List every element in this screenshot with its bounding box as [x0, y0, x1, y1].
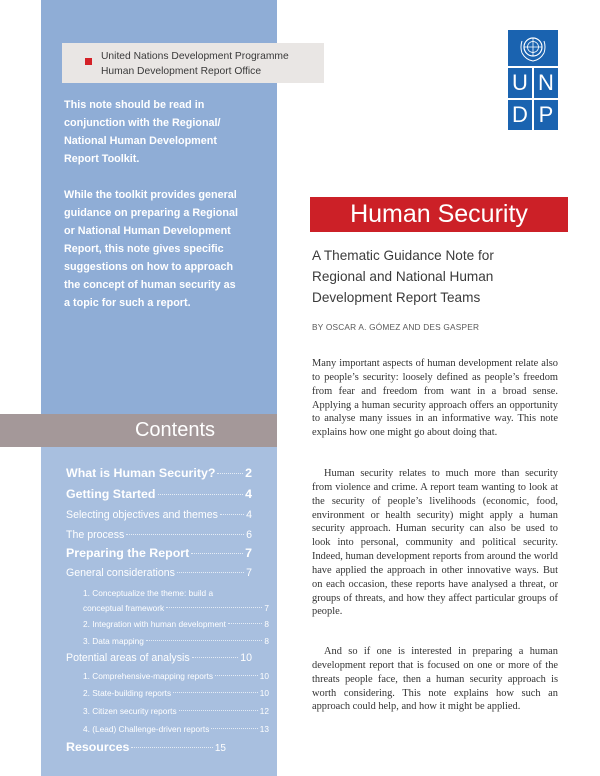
- toc-leader: [220, 514, 244, 515]
- note-line: conjunction with the Regional/: [64, 117, 221, 129]
- toc-page: 8: [264, 619, 269, 629]
- toc-page: 8: [264, 636, 269, 646]
- toc-page: 7: [246, 567, 252, 579]
- logo-letter-p: P: [534, 100, 558, 130]
- toc-label: 3. Citizen security reports: [83, 706, 177, 716]
- toc-page: 2: [245, 466, 252, 480]
- toc-item[interactable]: [66, 603, 269, 613]
- toc-leader: [177, 572, 244, 573]
- toc-item[interactable]: [66, 588, 269, 598]
- toc-label: 1. Comprehensive-mapping reports: [83, 671, 214, 681]
- note-line: National Human Development: [64, 135, 217, 147]
- org-office: Human Development Report Office: [101, 66, 262, 77]
- toc-label: 4. (Lead) Challenge-driven reports: [83, 724, 210, 734]
- toc-item[interactable]: [66, 740, 226, 754]
- paragraph-text: And so if one is interested in preparing a human development report that is focused on one or more of the threats people face, then a human security approach is worth considering. This note explains how such an approach could help, and how it might be applied.: [312, 646, 558, 713]
- toc-item[interactable]: [66, 529, 252, 541]
- toc-page: 10: [240, 652, 252, 664]
- toc-label: 1. Conceptualize the theme: build a: [83, 588, 214, 598]
- paragraph-text: Human security relates to much more than security from violence and crime. A report team wanting to look at the security of people’s livelihoods (economic, food, environment or health security) might apply a human security approach. Human security can also be used to look into personal, community and political security. Indeed, human development reports from around the world have applied the approach in other innovative ways. But on each occasion, these reports have analysed a threat, or groups of threats, and how they affect particular groups of people.: [312, 468, 558, 618]
- toc-leader: [173, 692, 258, 693]
- toc-item[interactable]: [66, 546, 252, 560]
- logo-letter-d: D: [508, 100, 532, 130]
- toc-leader: [126, 534, 244, 535]
- note-line: or National Human Development: [64, 225, 231, 237]
- toolkit-note: [64, 96, 264, 168]
- toc-leader: [191, 553, 243, 554]
- toc-label: What is Human Security?: [66, 466, 216, 480]
- toc-page: 7: [264, 603, 269, 613]
- toc-item[interactable]: [66, 466, 252, 480]
- toc-page: 4: [245, 487, 252, 501]
- note-line: the concept of human security as: [64, 279, 236, 291]
- toc-item[interactable]: [66, 688, 269, 698]
- toc-label: 3. Data mapping: [83, 636, 144, 646]
- toc-page: 4: [246, 509, 252, 521]
- logo-letter-u: U: [508, 68, 532, 98]
- document-title: Human Security: [310, 197, 568, 232]
- contents-heading: Contents: [134, 419, 216, 441]
- toc-item[interactable]: [66, 619, 269, 629]
- toc-label: Preparing the Report: [66, 546, 190, 560]
- toc-leader: [166, 607, 262, 608]
- toc-page: 15: [214, 743, 226, 754]
- toc-item[interactable]: [66, 567, 252, 579]
- toc-label: Potential areas of analysis: [66, 652, 190, 664]
- toc-item[interactable]: [66, 652, 252, 664]
- toc-leader: [217, 473, 243, 474]
- body-paragraph: [312, 645, 558, 714]
- toc-item[interactable]: [66, 724, 269, 734]
- toc-leader: [228, 623, 262, 624]
- note-line: guidance on preparing a Regional: [64, 207, 238, 219]
- toc-label: 2. State-building reports: [83, 688, 172, 698]
- author-byline: BY OSCAR A. GÓMEZ AND DES GASPER: [312, 322, 480, 332]
- subtitle-line: Regional and National Human: [312, 269, 494, 284]
- toc-leader: [158, 494, 244, 495]
- subtitle-line: A Thematic Guidance Note for: [312, 248, 494, 263]
- guidance-note: [64, 186, 264, 312]
- toc-leader: [179, 710, 258, 711]
- red-square-icon: [85, 58, 92, 65]
- undp-logo: [508, 30, 558, 130]
- toc-item[interactable]: [66, 671, 269, 681]
- un-emblem-icon: [508, 30, 558, 66]
- logo-letter-n: N: [534, 68, 558, 98]
- note-line: This note should be read in: [64, 99, 205, 111]
- body-paragraph: [312, 357, 558, 440]
- toc-label: conceptual framework: [83, 603, 165, 613]
- note-line: suggestions on how to approach: [64, 261, 234, 273]
- note-line: Report, this note gives specific: [64, 243, 224, 255]
- toc-page: 10: [259, 688, 269, 698]
- toc-label: Resources: [66, 740, 130, 754]
- toc-item[interactable]: [66, 487, 252, 501]
- toc-page: 12: [259, 706, 269, 716]
- toc-page: 10: [259, 671, 269, 681]
- toc-label: Getting Started: [66, 487, 156, 501]
- note-line: Report Toolkit.: [64, 153, 140, 165]
- note-line: While the toolkit provides general: [64, 189, 237, 201]
- toc-leader: [131, 747, 213, 748]
- paragraph-text: Many important aspects of human development relate also to people’s security: loosely defined as people’s freedom from fear and freedom from want in a broad sense. Applying a human security approach offers an opportunity to analyse many issues in an informative way. This note explains how one might go about doing that.: [312, 358, 558, 439]
- note-line: a topic for such a report.: [64, 297, 191, 309]
- document-subtitle: [312, 245, 572, 308]
- body-paragraph: [312, 467, 558, 619]
- toc-label: General considerations: [66, 567, 175, 579]
- toc-leader: [146, 640, 262, 641]
- toc-label: Selecting objectives and themes: [66, 509, 218, 521]
- toc-leader: [215, 675, 258, 676]
- toc-page: 6: [246, 529, 252, 541]
- toc-item[interactable]: [66, 636, 269, 646]
- toc-leader: [192, 657, 239, 658]
- toc-label: 2. Integration with human development: [83, 619, 226, 629]
- org-header: [62, 43, 324, 83]
- toc-page: 7: [245, 546, 252, 560]
- subtitle-line: Development Report Teams: [312, 290, 481, 305]
- toc-label: The process: [66, 529, 125, 541]
- toc-item[interactable]: [66, 509, 252, 521]
- toc-leader: [211, 728, 257, 729]
- toc-item[interactable]: [66, 706, 269, 716]
- toc-page: 13: [259, 724, 269, 734]
- org-name: United Nations Development Programme: [101, 51, 289, 62]
